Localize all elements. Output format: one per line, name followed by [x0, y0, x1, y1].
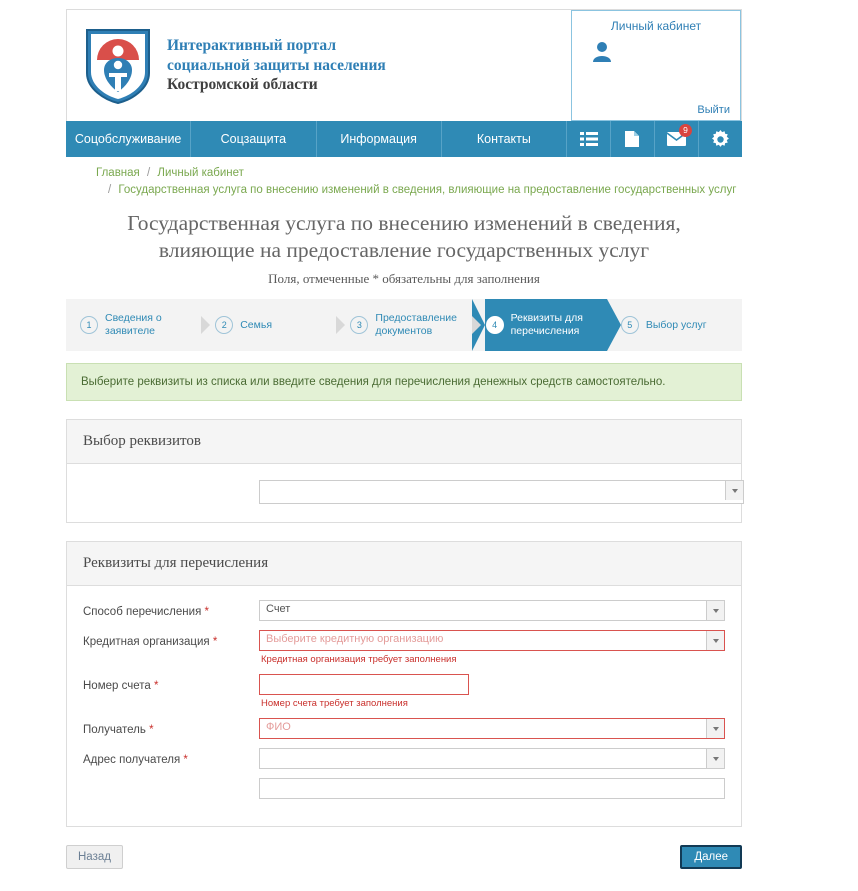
mail-icon[interactable] — [655, 121, 699, 157]
recipient-address-select[interactable] — [259, 748, 725, 769]
breadcrumb-cabinet[interactable]: Личный кабинет — [157, 167, 244, 179]
panel-choose-requisites — [66, 419, 742, 523]
label-credit-organization-text: Кредитная организация — [83, 636, 210, 649]
step-1-applicant-info[interactable] — [66, 299, 201, 351]
step-3-documents[interactable] — [336, 299, 471, 351]
list-icon[interactable] — [567, 121, 611, 157]
breadcrumb-current-wrap — [96, 182, 742, 199]
breadcrumb — [66, 157, 742, 202]
field-extra — [259, 778, 725, 799]
account-title: Личный кабинет — [610, 19, 702, 33]
brand-text — [167, 36, 386, 95]
step-5-label: Выбор услуг — [645, 318, 707, 331]
account-number-input[interactable] — [259, 674, 469, 695]
label-account-number-text: Номер счета — [83, 680, 151, 693]
step-3-label: Предоставление документов — [375, 312, 457, 338]
label-account-number — [83, 674, 259, 692]
field-account-number — [259, 674, 725, 709]
chevron-down-icon[interactable] — [706, 749, 724, 768]
required-mark-recipient: * — [149, 724, 154, 737]
step-5-services[interactable] — [607, 299, 742, 351]
chevron-down-icon[interactable] — [706, 601, 724, 620]
label-recipient — [83, 718, 259, 736]
brand-block — [67, 10, 571, 121]
field-row-extra — [83, 778, 725, 799]
site-frame — [66, 9, 742, 891]
breadcrumb-current: Государственная услуга по внесению изменений в сведения, влияющие на предоставление государственных услуг — [118, 184, 737, 197]
nav-item-information[interactable]: Информация — [317, 121, 442, 157]
breadcrumb-separator-2: / — [108, 184, 112, 197]
requisites-select-row — [259, 480, 744, 504]
label-transfer-method-text: Способ перечисления — [83, 606, 202, 619]
site-header — [66, 9, 742, 121]
brand-line-2: социальной защиты населения — [167, 56, 386, 74]
panel-payment-details — [66, 541, 742, 827]
panel-choose-body — [67, 464, 741, 522]
brand-line-1: Интерактивный портал — [167, 36, 337, 54]
form-actions — [66, 845, 742, 891]
back-button[interactable]: Назад — [66, 845, 123, 869]
brand-line-3: Костромской области — [167, 76, 318, 94]
account-box[interactable] — [571, 10, 741, 121]
label-extra — [83, 778, 259, 784]
field-transfer-method — [259, 600, 725, 621]
wizard-steps — [66, 299, 742, 351]
field-row-recipient-address — [83, 748, 725, 769]
nav-item-socservice[interactable]: Соцобслуживание — [66, 121, 191, 157]
step-5-number: 5 — [621, 316, 639, 334]
nav-item-socprotect[interactable]: Соцзащита — [191, 121, 316, 157]
transfer-method-select[interactable]: Счет — [259, 600, 725, 621]
avatar[interactable] — [582, 41, 730, 68]
required-mark-credit-organization: * — [212, 636, 218, 649]
breadcrumb-home[interactable]: Главная — [96, 167, 140, 179]
label-recipient-text: Получатель — [83, 724, 146, 737]
chevron-down-icon[interactable] — [706, 631, 724, 650]
required-mark-transfer-method: * — [204, 606, 209, 619]
step-1-label: Сведения о заявителе — [105, 312, 162, 338]
label-recipient-address — [83, 748, 259, 766]
field-recipient — [259, 718, 725, 739]
step-2-number: 2 — [215, 316, 233, 334]
step-1-number: 1 — [80, 316, 98, 334]
required-fields-note: Поля, отмеченные * обязательны для заполнения — [268, 271, 540, 287]
nav-icon-group — [567, 121, 742, 157]
chevron-down-icon[interactable] — [706, 719, 724, 738]
panel-details-title: Реквизиты для перечисления — [67, 542, 741, 586]
credit-organization-select[interactable] — [259, 630, 725, 651]
next-button[interactable]: Далее — [680, 845, 742, 869]
field-row-account-number — [83, 674, 725, 709]
field-row-transfer-method — [83, 600, 725, 621]
logout-link[interactable]: Выйти — [697, 104, 730, 116]
nav-item-contacts[interactable]: Контакты — [442, 121, 567, 157]
label-transfer-method — [83, 600, 259, 618]
label-recipient-address-text: Адрес получателя — [83, 754, 181, 767]
requisites-select-wrap[interactable] — [259, 480, 744, 504]
required-mark-account-number: * — [153, 680, 159, 693]
step-2-family[interactable] — [201, 299, 336, 351]
credit-organization-select-wrap[interactable] — [259, 630, 725, 651]
shield-logo-icon — [85, 27, 151, 105]
field-row-credit-organization — [83, 630, 725, 665]
recipient-placeholder: ФИО — [266, 721, 291, 734]
credit-organization-placeholder: Выберите кредитную организацию — [266, 633, 444, 646]
gear-icon[interactable] — [699, 121, 742, 157]
label-credit-organization — [83, 630, 259, 648]
step-4-payment-details[interactable] — [472, 299, 607, 351]
documents-icon[interactable] — [611, 121, 655, 157]
page-title: Государственная услуга по внесению изменений в сведения, влияющие на предоставление государственных услуг — [127, 210, 681, 263]
step-3-number: 3 — [350, 316, 368, 334]
chevron-down-icon[interactable] — [725, 481, 743, 500]
step-2-label: Семья — [240, 318, 273, 331]
breadcrumb-separator-1: / — [146, 167, 151, 179]
error-credit-organization: Кредитная организация требует заполнения — [261, 654, 457, 666]
field-row-recipient — [83, 718, 725, 739]
panel-choose-title: Выбор реквизитов — [67, 420, 741, 464]
transfer-method-select-wrap[interactable] — [259, 600, 725, 621]
required-mark-recipient-address: * — [183, 754, 188, 767]
requisites-select[interactable] — [259, 480, 744, 504]
recipient-select[interactable] — [259, 718, 725, 739]
step-4-number: 4 — [486, 316, 504, 334]
info-alert: Выберите реквизиты из списка или введите сведения для перечисления денежных средств самостоятельно. — [66, 363, 742, 401]
field-credit-organization — [259, 630, 725, 665]
step-4-label: Реквизиты для перечисления — [510, 312, 583, 338]
recipient-select-wrap[interactable] — [259, 718, 725, 739]
panel-details-body — [67, 586, 741, 826]
mail-badge: 9 — [679, 124, 692, 137]
recipient-address-select-wrap[interactable] — [259, 748, 725, 769]
main-nav — [66, 121, 742, 157]
extra-input[interactable] — [259, 778, 725, 799]
field-recipient-address — [259, 748, 725, 769]
error-account-number: Номер счета требует заполнения — [261, 698, 408, 710]
